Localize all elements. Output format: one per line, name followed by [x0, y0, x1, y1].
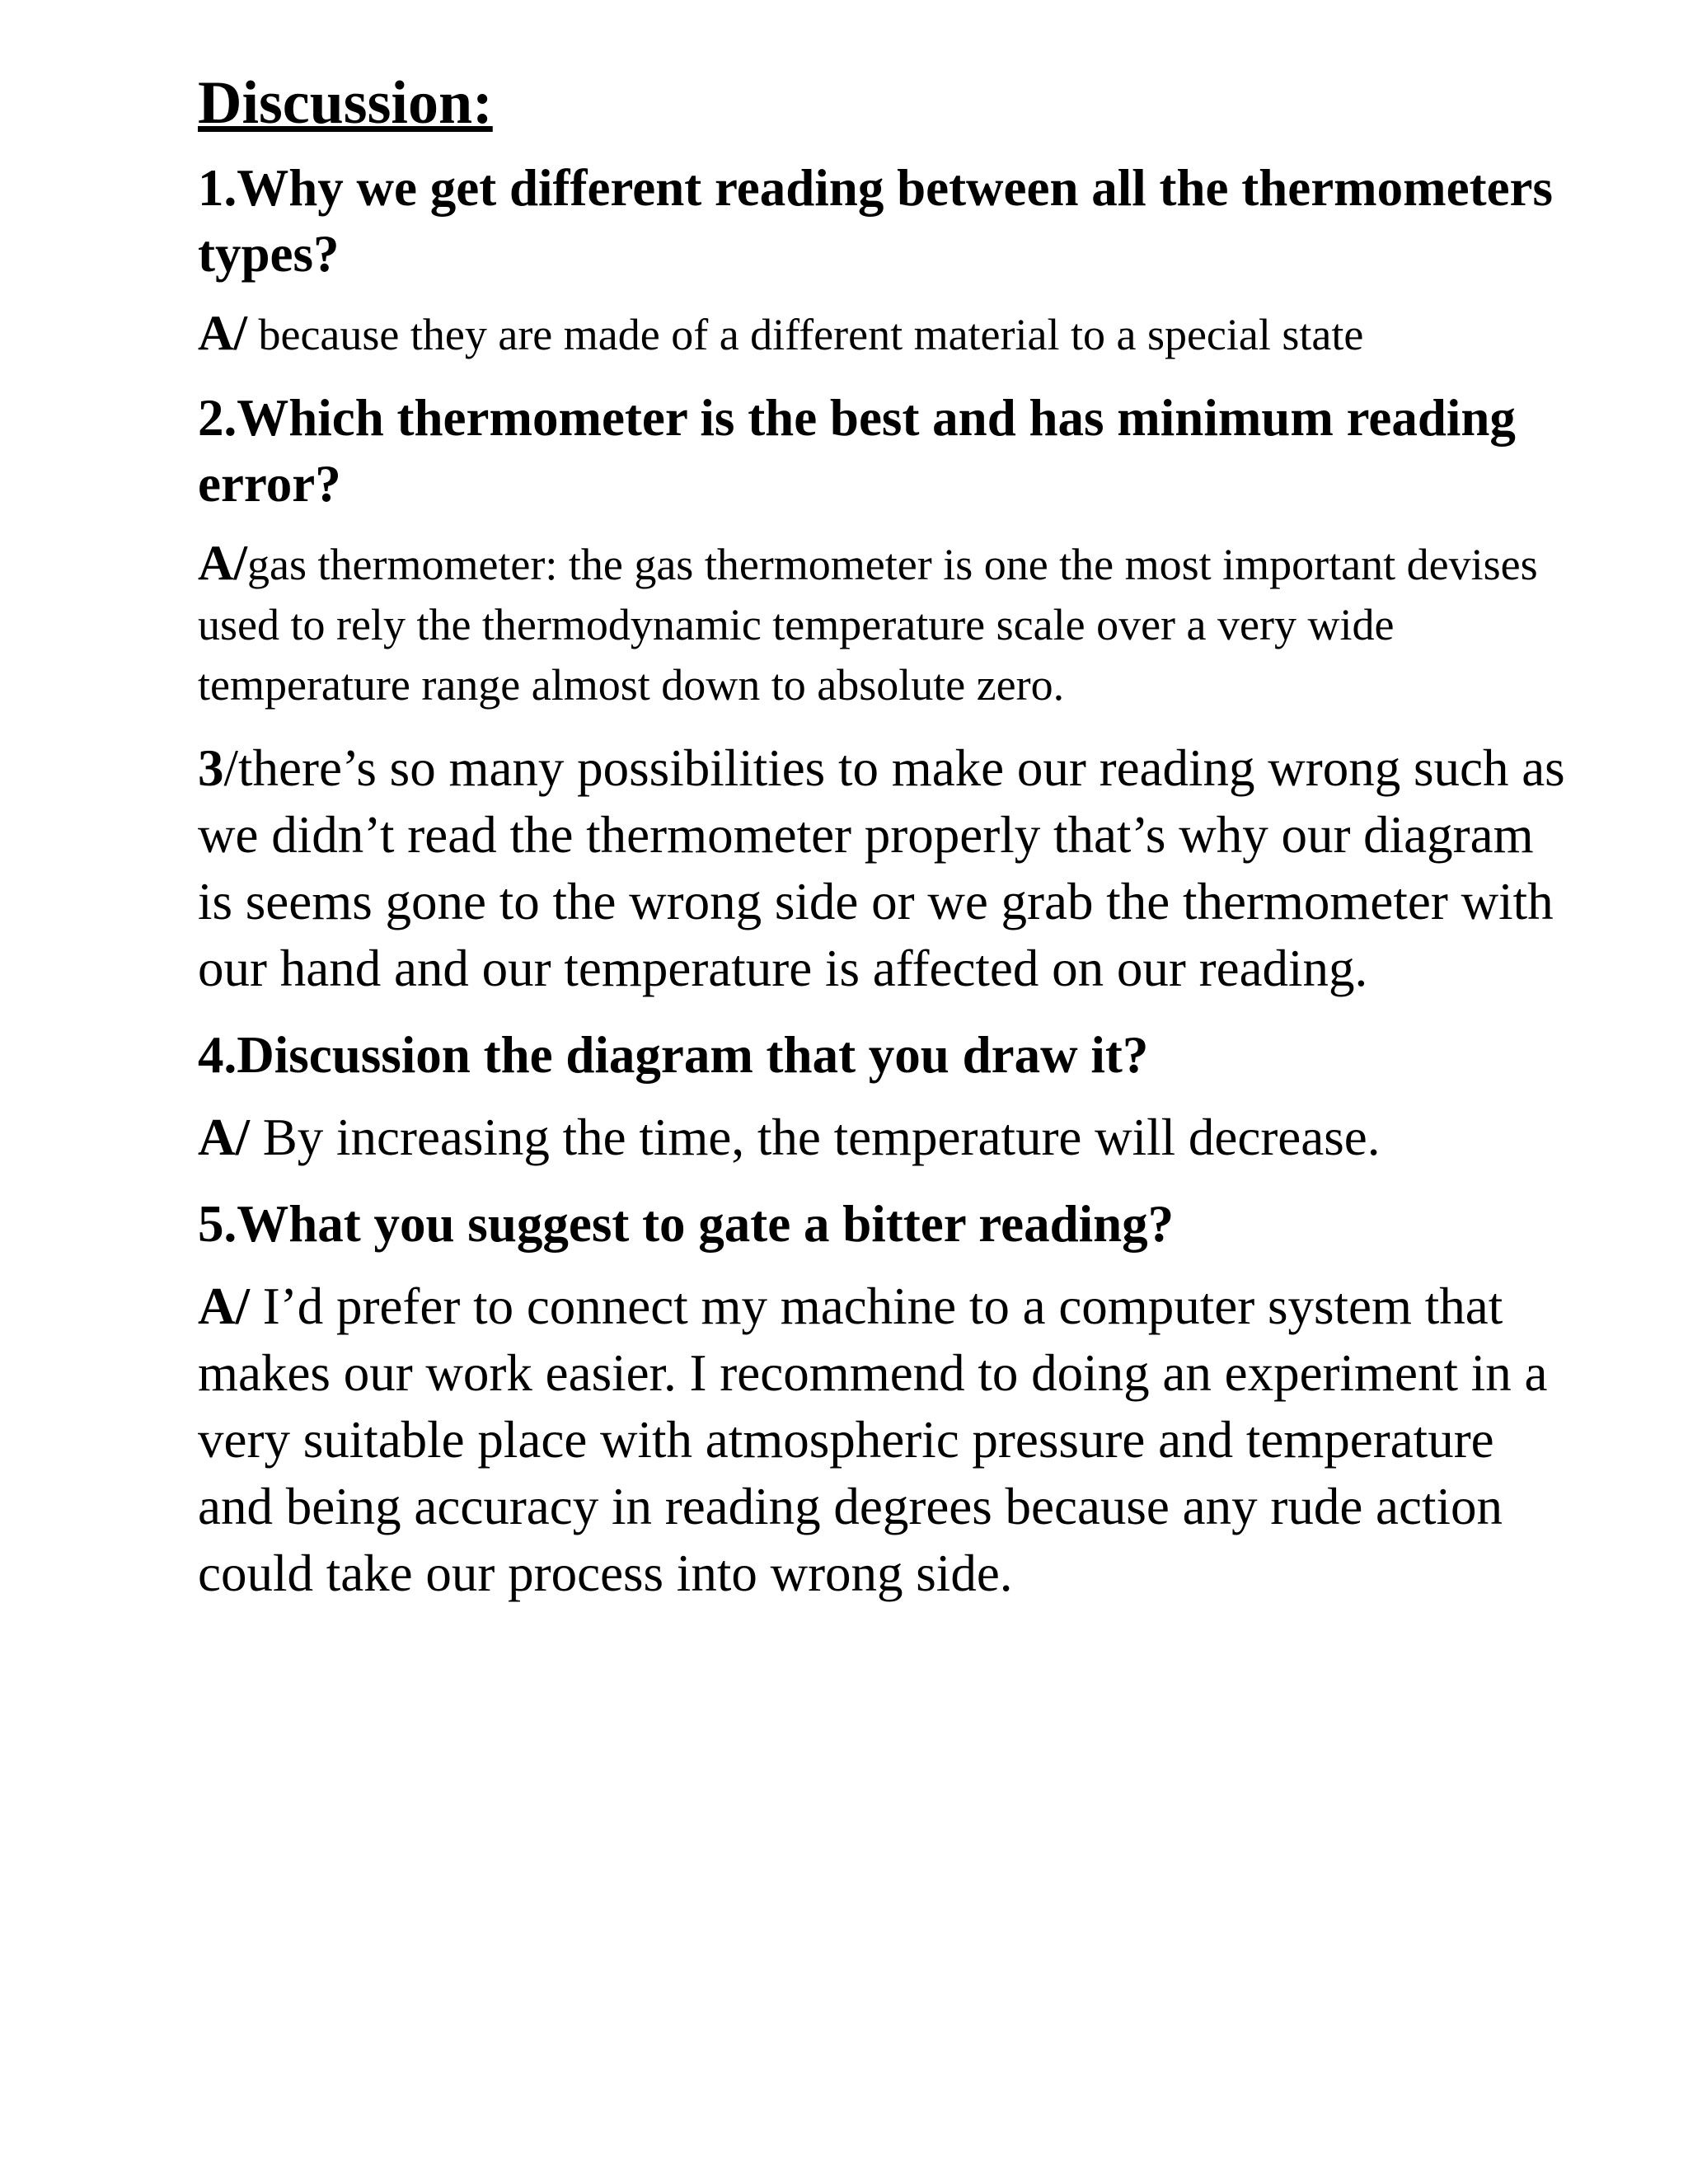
page-title: Discussion: [198, 69, 493, 137]
document-page [198, 66, 1566, 1627]
answer-2 [198, 533, 1566, 715]
answer-1-text: because they are made of a different material to a special state [247, 310, 1364, 359]
question-1: 1.Why we get different reading between all the thermometers types? [198, 159, 1554, 283]
answer-4-prefix: A/ [198, 1108, 250, 1166]
answer-3 [198, 735, 1566, 1002]
answer-1 [198, 303, 1566, 365]
answer-3-prefix: 3 [198, 739, 224, 797]
answer-4-text: By increasing the time, the temperature will decrease. [250, 1108, 1381, 1166]
answer-4 [198, 1104, 1566, 1171]
answer-5-text: I’d prefer to connect my machine to a computer system that makes our work easier. I recommend to doing an experiment in a very suitable place with atmospheric pressure and temperature and being accuracy in reading degrees because any rude action could take our process into wrong side. [198, 1277, 1548, 1602]
answer-2-text: gas thermometer: the gas thermometer is one the most important devises used to rely the thermodynamic temperature scale over a very wide temperature range almost down to absolute zero. [198, 540, 1538, 710]
answer-5 [198, 1273, 1566, 1607]
question-4: 4.Discussion the diagram that you draw it? [198, 1026, 1149, 1084]
answer-2-prefix: A/ [198, 536, 247, 590]
answer-5-prefix: A/ [198, 1277, 250, 1335]
answer-1-prefix: A/ [198, 306, 247, 360]
answer-3-text: /there’s so many possibilities to make our reading wrong such as we didn’t read the thermometer properly that’s why our diagram is seems gone to the wrong side or we grab the thermometer with our hand and our temperature is affected on our reading. [198, 739, 1565, 997]
question-2: 2.Which thermometer is the best and has minimum reading error? [198, 389, 1516, 513]
question-5: 5.What you suggest to gate a bitter reading? [198, 1195, 1175, 1253]
